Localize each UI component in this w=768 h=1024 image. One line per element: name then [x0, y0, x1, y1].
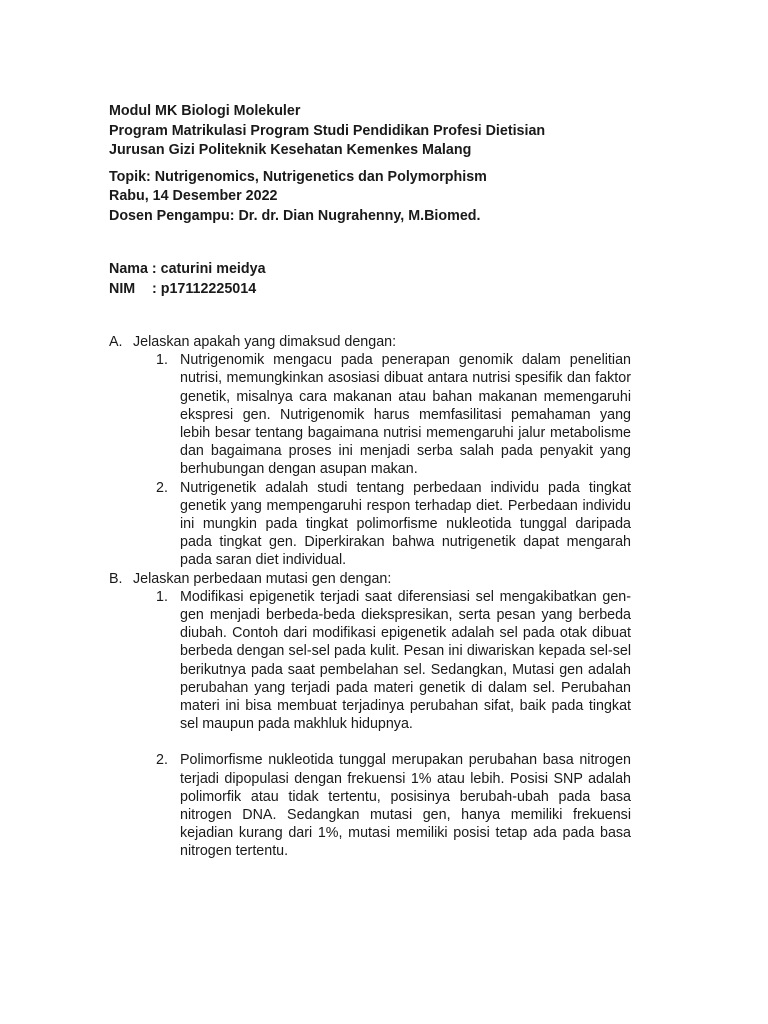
item-text: Nutrigenetik adalah studi tentang perbedaan individu pada tingkat genetik yang mempengaruhi respon terhadap diet. Perbedaan individu ini mungkin pada tingkat polimorfisme nukleotida tunggal daripada pada tingkat gen. Diperkirakan bahwa nutrigenetik dapat mengarah pada saran diet individual. — [180, 479, 631, 569]
item-text: Nutrigenomik mengacu pada penerapan genomik dalam penelitian nutrisi, memungkinkan asosiasi dibuat antara nutrisi spesifik dan faktor genetik, misalnya cara makanan atau bahan makanan memengaruhi ekspresi gen. Nutrigenomik harus memfasilitasi pemahaman yang lebih besar tentang bagaimana nutrisi memengaruhi jalur metabolisme dan bagaimana proses ini menjadi serba salah pada penyakit yang berhubungan dengan asupan makan. — [180, 352, 631, 478]
lecturer-line: Dosen Pengampu: Dr. dr. Dian Nugrahenny, M.Biomed. — [109, 207, 481, 224]
item-number: 1. — [156, 588, 168, 605]
section-b-item-2 — [109, 751, 631, 860]
document-header — [109, 102, 709, 299]
date-line: Rabu, 14 Desember 2022 — [109, 188, 278, 204]
section-a-item-2 — [109, 479, 631, 570]
section-a-letter: A. — [109, 334, 123, 350]
item-number: 2. — [156, 479, 168, 496]
item-number: 2. — [156, 752, 168, 769]
nim-value: : p17112225014 — [152, 280, 257, 297]
section-b-item-1 — [109, 588, 631, 734]
department-title: Jurusan Gizi Politeknik Kesehatan Kemenkes Malang — [109, 142, 472, 158]
item-text: Modifikasi epigenetik terjadi saat diferensiasi sel mengakibatkan gen-gen menjadi berbeda-beda diekspresikan, serta pesan yang berbeda diubah. Contoh dari modifikasi epigenetik adalah sel pada otak dibuat berbeda dengan sel-sel pada kulit. Pesan ini diwariskan kepada sel-sel berikutnya pada saat pembelahan sel. Sedangkan, Mutasi gen adalah perubahan yang terjadi pada materi genetik di dalam sel. Perubahan materi ini bisa membuat terjadinya perubahan sifat, baik pada tingkat sel maupun pada makhluk hidupnya. — [180, 588, 631, 733]
item-number: 1. — [156, 352, 168, 369]
section-a-heading — [109, 333, 631, 351]
section-a-question: Jelaskan apakah yang dimaksud dengan: — [133, 334, 397, 350]
section-b-heading — [109, 570, 631, 588]
section-b-letter: B. — [109, 570, 123, 587]
module-title: Modul MK Biologi Molekuler — [109, 103, 301, 119]
section-b-question: Jelaskan perbedaan mutasi gen dengan: — [133, 570, 392, 587]
program-title: Program Matrikulasi Program Studi Pendidikan Profesi Dietisian — [109, 122, 546, 139]
topic-line: Topik: Nutrigenomics, Nutrigenetics dan Polymorphism — [109, 168, 487, 185]
section-a-item-1 — [109, 351, 631, 478]
student-nim — [109, 280, 709, 300]
document-body — [109, 333, 631, 861]
student-name: Nama : caturini meidya — [109, 261, 266, 277]
item-text: Polimorfisme nukleotida tunggal merupakan perubahan basa nitrogen terjadi dipopulasi dengan frekuensi 1% atau lebih. Posisi SNP adalah polimorfik atau tidak tertentu, posisinya berubah-ubah pada basa nitrogen DNA. Sedangkan mutasi gen, hanya memiliki frekuensi kejadian kurang dari 1%, mutasi memiliki posisi tetap ada pada basa nitrogen tertentu. — [180, 752, 631, 860]
nim-label: NIM — [109, 280, 136, 297]
